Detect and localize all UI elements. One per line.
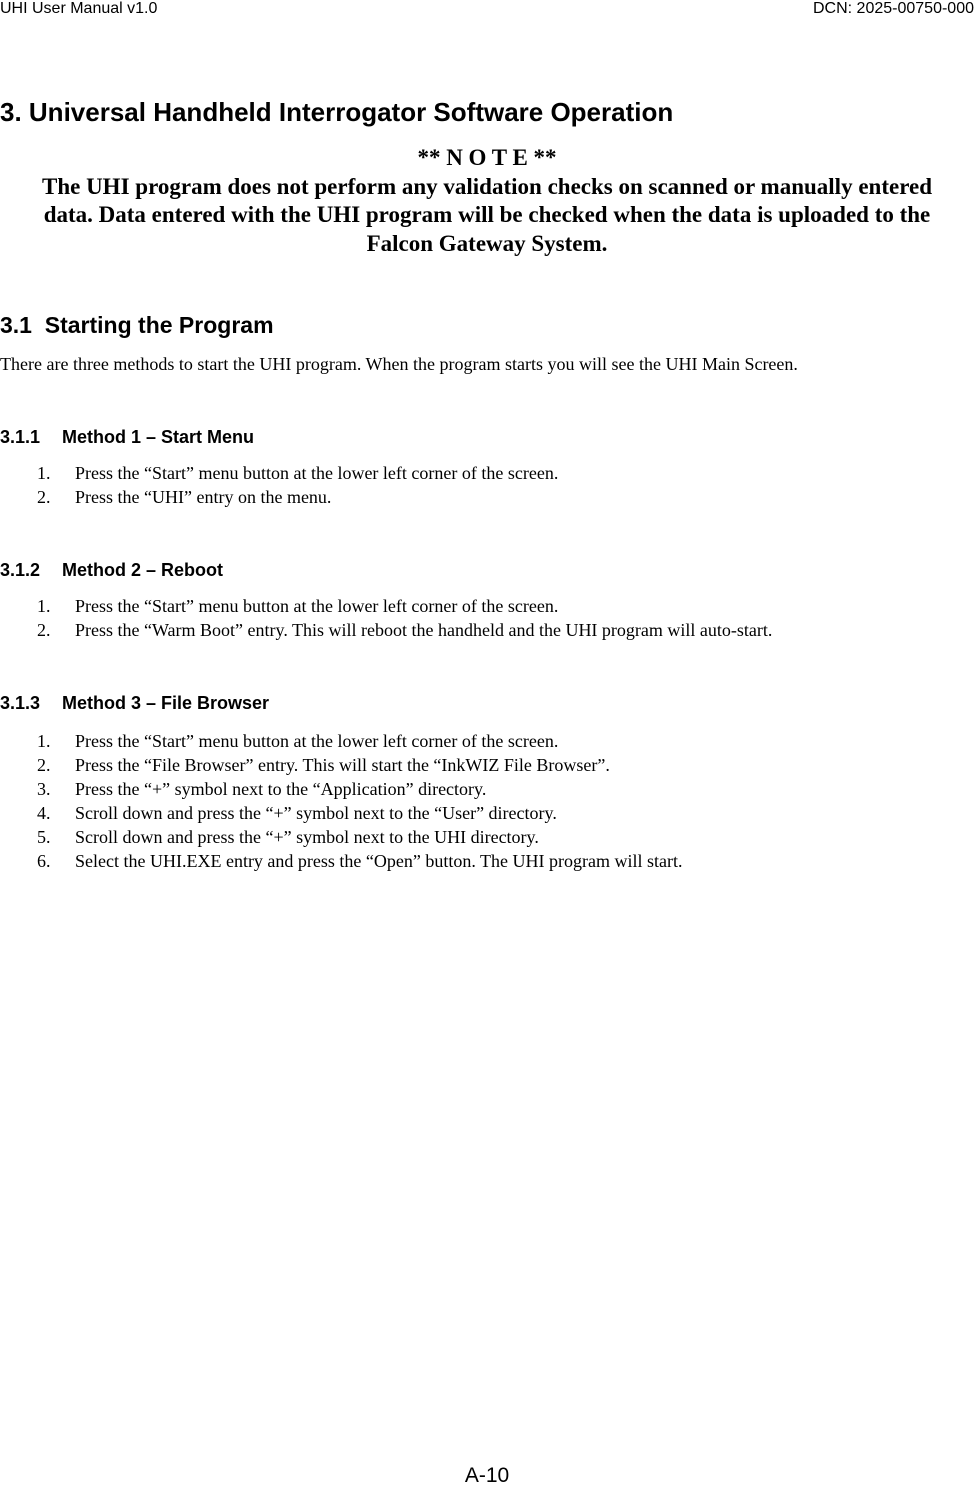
subsection-number: 3.1 bbox=[0, 312, 32, 338]
method-1-heading bbox=[0, 427, 254, 448]
note-line: data. Data entered with the UHI program will be checked when the data is uploaded to the bbox=[43, 202, 931, 227]
step-item bbox=[0, 753, 683, 777]
step-text: Press the “Start” menu button at the lower left corner of the screen. bbox=[75, 731, 559, 751]
intro-paragraph: There are three methods to start the UHI program. When the program starts you will see the UHI Main Screen. bbox=[0, 354, 798, 374]
step-text: Press the “Start” menu button at the lower left corner of the screen. bbox=[75, 463, 559, 483]
step-item bbox=[0, 461, 558, 485]
step-text: Press the “File Browser” entry. This will start the “InkWIZ File Browser”. bbox=[75, 755, 610, 775]
step-number: 6. bbox=[37, 851, 51, 871]
method-title: Method 2 – Reboot bbox=[62, 560, 223, 580]
step-number: 2. bbox=[37, 755, 51, 775]
subsection-heading bbox=[0, 312, 274, 339]
step-number: 2. bbox=[37, 620, 51, 640]
note-line: The UHI program does not perform any validation checks on scanned or manually entered bbox=[41, 173, 932, 199]
step-text: Scroll down and press the “+” symbol next to the UHI directory. bbox=[75, 827, 539, 847]
step-item bbox=[0, 777, 683, 801]
step-text: Select the UHI.EXE entry and press the “Open” button. The UHI program will start. bbox=[75, 851, 683, 871]
step-item bbox=[0, 729, 683, 753]
method-3-heading bbox=[0, 693, 269, 714]
step-item bbox=[0, 801, 683, 825]
method-number: 3.1.2 bbox=[0, 560, 41, 580]
step-item bbox=[0, 485, 558, 509]
step-text: Press the “+” symbol next to the “Application” directory. bbox=[75, 779, 487, 799]
subsection-title: Starting the Program bbox=[44, 312, 274, 338]
step-number: 1. bbox=[37, 731, 51, 751]
method-number: 3.1.1 bbox=[0, 427, 41, 447]
method-number: 3.1.3 bbox=[0, 693, 41, 713]
step-text: Scroll down and press the “+” symbol next to the “User” directory. bbox=[75, 803, 557, 823]
method-1-steps bbox=[0, 461, 558, 509]
note-line: Falcon Gateway System. bbox=[366, 230, 608, 256]
step-number: 1. bbox=[37, 463, 51, 483]
step-number: 5. bbox=[37, 827, 51, 847]
step-item bbox=[0, 594, 772, 618]
step-text: Press the “UHI” entry on the menu. bbox=[75, 487, 332, 507]
header-document-title: UHI User Manual v1.0 bbox=[0, 0, 158, 17]
method-2-heading bbox=[0, 560, 223, 581]
method-3-steps bbox=[0, 729, 683, 873]
section-heading: 3. Universal Handheld Interrogator Software Operation bbox=[0, 97, 674, 127]
step-text: Press the “Warm Boot” entry. This will reboot the handheld and the UHI program will auto-start. bbox=[75, 620, 773, 640]
step-item bbox=[0, 849, 683, 873]
method-title: Method 3 – File Browser bbox=[62, 693, 270, 713]
header-dcn-number: DCN: 2025-00750-000 bbox=[813, 0, 974, 17]
step-number: 4. bbox=[37, 803, 51, 823]
method-2-steps bbox=[0, 594, 772, 642]
step-text: Press the “Start” menu button at the lower left corner of the screen. bbox=[75, 596, 559, 616]
page-number: A-10 bbox=[464, 1464, 510, 1487]
step-item bbox=[0, 618, 772, 642]
step-number: 1. bbox=[37, 596, 51, 616]
step-item bbox=[0, 825, 683, 849]
method-title: Method 1 – Start Menu bbox=[62, 427, 255, 447]
note-heading: ** N O T E ** bbox=[417, 145, 557, 170]
step-number: 3. bbox=[37, 779, 51, 799]
step-number: 2. bbox=[37, 487, 51, 507]
note-block bbox=[0, 144, 974, 258]
